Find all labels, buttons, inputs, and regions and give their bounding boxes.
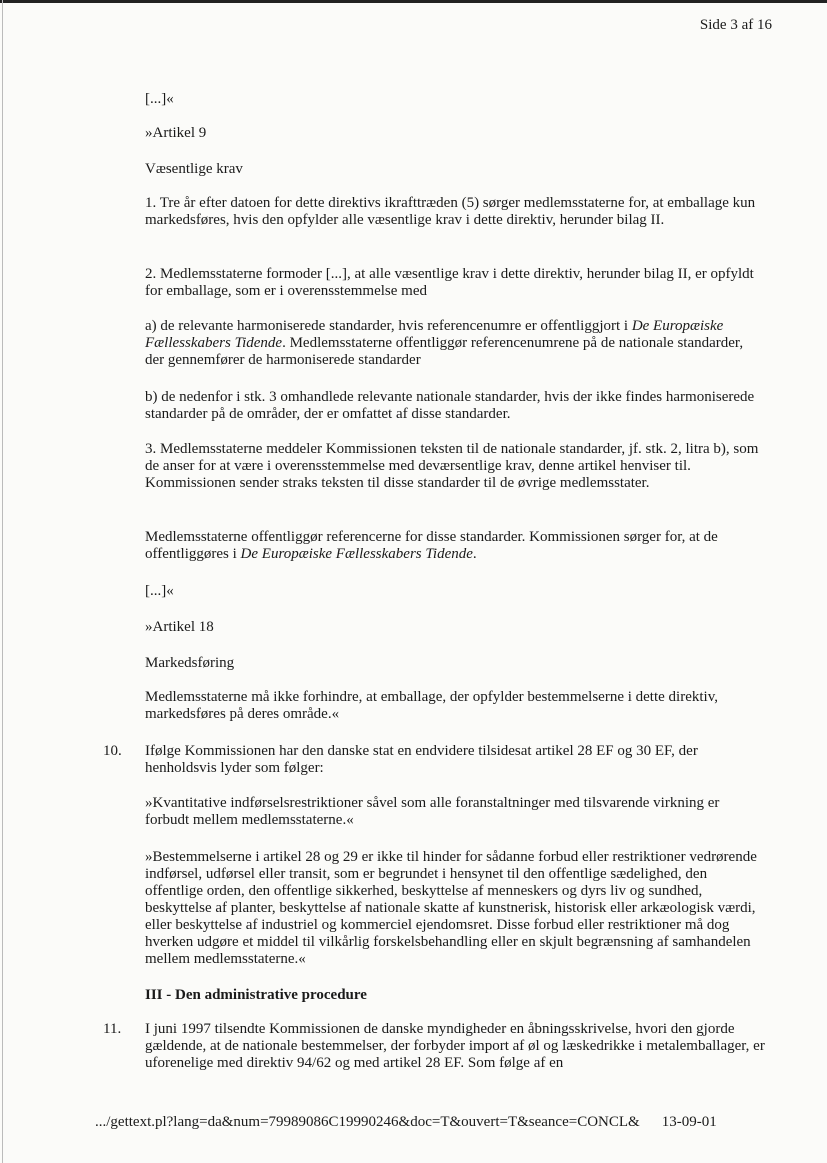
ellipsis-quote: [...]« <box>145 91 174 107</box>
footer-date: 13-09-01 <box>661 1114 717 1130</box>
section-11: 11. I juni 1997 tilsendte Kommissionen de danske myndigheder en åbningsskrivelse, hvori den gjorde gældende, at de nationale bestemmelser, der forbyder import af øl og læskedrikke i metalemballager, er uforenelige med direktiv 94/62 og med artikel 28 EF. Som følge af en <box>103 1021 765 1071</box>
article-9-title: »Artikel 9 <box>145 125 207 141</box>
ellipsis-quote-2: [...]« <box>145 583 174 599</box>
section-10: 10. Ifølge Kommissionen har den danske stat en endvidere tilsidesat artikel 28 EF og 30 EF, der henholdsvis lyder som følger: <box>103 743 698 776</box>
section-number-10: 10. <box>103 743 122 759</box>
paragraph-a: a) de relevante harmoniserede standarder, hvis referencenumre er offentliggjort i De Europæiske Fællesskabers Tidende. Medlemsstaterne offentliggør referencenumrene på de nationale standarder, der gennemfører de harmoniserede standarder <box>145 318 744 368</box>
paragraph-1: 1. Tre år efter datoen for dette direktivs ikrafttræden (5) sørger medlemsstaterne for, at emballage kun markedsføres, hvis den opfylder alle væsentlige krav i dette direktiv, herunder bilag II. <box>145 195 756 228</box>
article-18-subtitle: Markedsføring <box>145 655 235 671</box>
footer-url: .../gettext.pl?lang=da&num=79989086C19990246&doc=T&ouvert=T&seance=CONCL& <box>95 1114 640 1130</box>
paragraph-marketing: Medlemsstaterne må ikke forhindre, at emballage, der opfylder bestemmelserne i dette direktiv, markedsføres på deres område.« <box>145 689 718 722</box>
quote-quantitative: »Kvantitative indførselsrestriktioner såvel som alle foranstaltninger med tilsvarende virkning er forbudt mellem medlemsstaterne.« <box>145 795 720 828</box>
paragraph-publish: Medlemsstaterne offentliggør referencerne for disse standarder. Kommissionen sørger for, at de offentliggøres i De Europæiske Fællesskabers Tidende. <box>145 529 718 562</box>
article-9-subtitle: Væsentlige krav <box>145 161 243 177</box>
top-border-line <box>0 0 827 3</box>
section-heading: III - Den administrative procedure <box>145 987 367 1003</box>
footer <box>95 1114 717 1131</box>
left-scan-edge <box>2 0 3 1163</box>
paragraph-b: b) de nedenfor i stk. 3 omhandlede relevante nationale standarder, hvis der ikke findes harmoniserede standarder på de områder, der er omfattet af disse standarder. <box>145 389 755 422</box>
section-number-11: 11. <box>103 1021 122 1037</box>
page-number: Side 3 af 16 <box>699 17 772 33</box>
paragraph-3: 3. Medlemsstaterne meddeler Kommissionen teksten til de nationale standarder, jf. stk. 2, litra b), som de anser for at være i overensstemmelse med deværsentlige krav, denne artikel henviser til. Kommissionen sender straks teksten til disse standarder til de øvrige medlemsstater. <box>145 441 759 491</box>
article-18-title: »Artikel 18 <box>145 619 214 635</box>
paragraph-2: 2. Medlemsstaterne formoder [...], at alle væsentlige krav i dette direktiv, herunder bilag II, er opfyldt for emballage, som er i overensstemmelse med <box>145 266 754 299</box>
quote-provisions: »Bestemmelserne i artikel 28 og 29 er ikke til hinder for sådanne forbud eller restriktioner vedrørende indførsel, udførsel eller transit, som er begrundet i hensynet til den offentlige sædelighed, den offentlige orden, den offentlige sikkerhed, beskyttelse af menneskers og dyrs liv og sundhed, beskyttelse af planter, beskyttelse af nationale skatte af kunstnerisk, historisk eller arkæologisk værdi, eller beskyttelse af industriel og kommerciel ejendomsret. Disse forbud eller restriktioner må dog hverken udgøre et middel til vilkårlig forskelsbehandling eller en skjult begrænsning af samhandelen mellem medlemsstaterne.« <box>145 849 757 967</box>
